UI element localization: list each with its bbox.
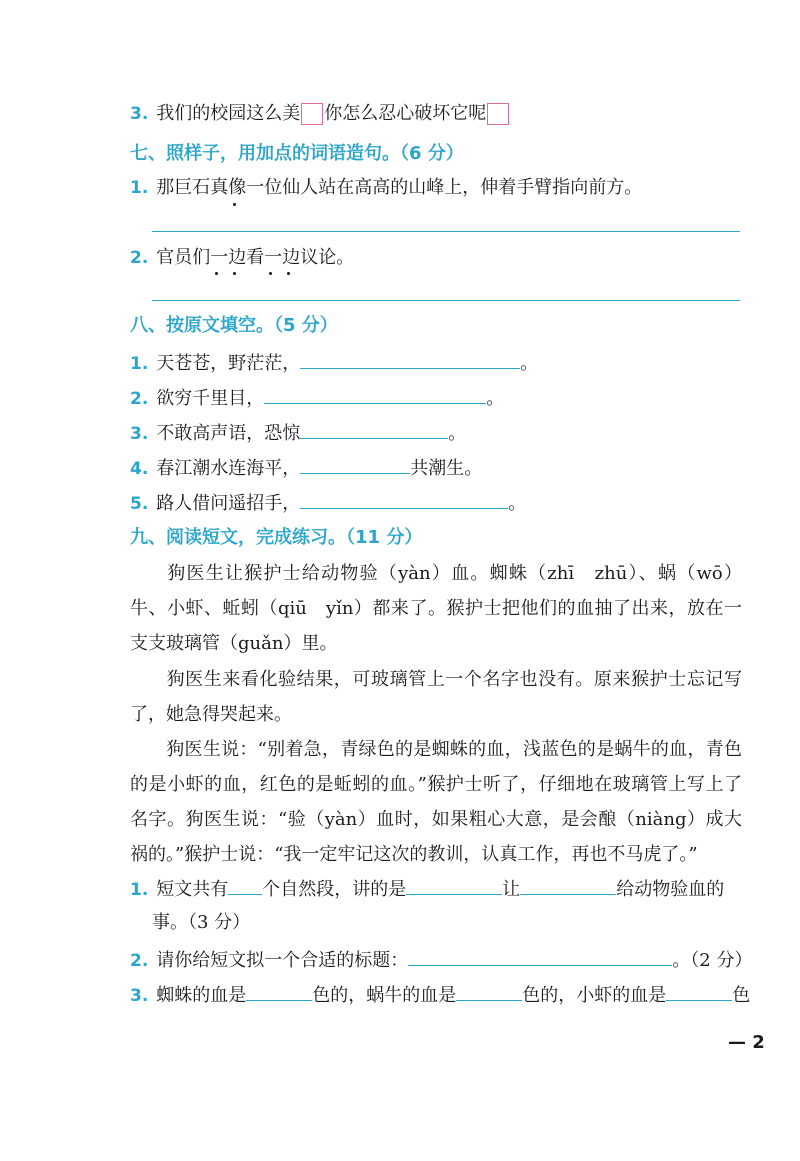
emphasis-dot — [233, 272, 236, 275]
fill-text: 不敢高声语，恐惊 — [156, 423, 301, 444]
section-7-title: 七、照样子，用加点的词语造句。（6 分） — [130, 143, 464, 164]
fill-blank[interactable] — [408, 947, 672, 966]
fill-blank[interactable] — [300, 350, 520, 369]
fill-item-1 — [130, 350, 538, 376]
answer-line-7-2[interactable] — [152, 300, 740, 301]
question-text: 色的，小虾的血是 — [522, 985, 667, 1006]
fill-text-end: 。 — [486, 388, 505, 409]
fill-text-end: 。 — [508, 493, 527, 514]
fill-blank[interactable] — [300, 490, 508, 509]
section-9-title: 九、阅读短文，完成练习。（11 分） — [130, 527, 423, 548]
question-text: 让 — [502, 879, 521, 900]
emphasis-dot — [287, 272, 290, 275]
question-number: 2. — [130, 248, 149, 268]
question-text: 给动物验血的 — [616, 879, 725, 900]
paragraph-text: 狗医生来看化验结果，可玻璃管上一个名字也没有。原来猴护士忘记写了，她急得哭起来。 — [130, 669, 742, 725]
fill-text: 欲穷千里目， — [156, 388, 265, 409]
fill-text: 天苍苍，野茫茫， — [156, 353, 301, 374]
question-number: 1. — [130, 354, 149, 374]
fill-blank[interactable] — [228, 876, 262, 895]
punctuation-box-2[interactable] — [487, 103, 509, 125]
fill-blank[interactable] — [406, 876, 502, 895]
answer-line-7-1[interactable] — [152, 231, 740, 232]
question-number: 3. — [130, 104, 149, 124]
reading-question-3 — [130, 982, 750, 1008]
fill-blank[interactable] — [300, 420, 448, 439]
question-text: 个自然段，讲的是 — [262, 879, 407, 900]
fill-text-end: 共潮生。 — [410, 458, 483, 479]
paragraph-text: 狗医生说：“别着急，青绿色的是蜘蛛的血，浅蓝色的是蜗牛的血，青色的是小虾的血，红色的是蚯蚓的血。”猴护士听了，仔细地在玻璃管上写上了名字。狗医生说：“验（yàn）血时，如果粗心大意，是会酿（niàng）成大祸的。”猴护士说：“我一定牢记这次的教训，认真工作，再也不马虎了。” — [130, 739, 742, 865]
question-text: 蜘蛛的血是 — [156, 985, 247, 1006]
reading-paragraph-3 — [130, 732, 742, 872]
fill-text-end: 。 — [520, 353, 539, 374]
question-number: 4. — [130, 459, 149, 479]
question-text: 色 — [732, 985, 751, 1006]
fill-blank[interactable] — [520, 876, 616, 895]
fill-item-2 — [130, 385, 504, 411]
sentence-text: 那巨石真像一位仙人站在高高的山峰上，伸着手臂指向前方。 — [156, 177, 643, 198]
reading-question-1 — [130, 876, 724, 902]
punctuation-box-1[interactable] — [301, 103, 323, 125]
question-number: 3. — [130, 424, 149, 444]
question-number: 1. — [130, 880, 149, 900]
fill-blank[interactable] — [264, 385, 486, 404]
sentence-example-1 — [130, 176, 642, 200]
question-number: 2. — [130, 951, 149, 971]
fill-item-5 — [130, 490, 526, 516]
fill-text-end: 。 — [448, 423, 467, 444]
fill-blank[interactable] — [300, 455, 410, 474]
question-text-a: 我们的校园这么美 — [156, 103, 301, 124]
fill-text: 春江潮水连海平， — [156, 458, 301, 479]
punctuation-question-3 — [130, 102, 510, 126]
question-text: 色的，蜗牛的血是 — [312, 985, 457, 1006]
reading-question-1-cont: 事。（3 分） — [152, 912, 251, 933]
emphasis-dot — [215, 272, 218, 275]
question-number: 2. — [130, 389, 149, 409]
question-number: 5. — [130, 494, 149, 514]
question-text: 。（2 分） — [672, 950, 753, 971]
question-text: 短文共有 — [156, 879, 229, 900]
fill-blank[interactable] — [666, 982, 732, 1001]
fill-item-3 — [130, 420, 466, 446]
section-8-title: 八、按原文填空。（5 分） — [130, 315, 338, 336]
question-text-b: 你怎么忍心破坏它呢 — [324, 103, 487, 124]
fill-text: 路人借问遥招手， — [156, 493, 301, 514]
fill-blank[interactable] — [246, 982, 312, 1001]
question-number: 1. — [130, 178, 149, 198]
reading-paragraph-2 — [130, 662, 742, 732]
question-number: 3. — [130, 986, 149, 1006]
reading-question-2 — [130, 947, 752, 973]
emphasis-dot — [269, 272, 272, 275]
sentence-example-2 — [130, 246, 354, 270]
fill-item-4 — [130, 455, 482, 481]
emphasis-dot — [233, 203, 236, 206]
reading-paragraph-1 — [130, 556, 742, 661]
page-number: — 2 — [728, 1032, 765, 1053]
paragraph-text: 狗医生让猴护士给动物验（yàn）血。蜘蛛（zhī zhū）、蜗（wō）牛、小虾、蚯蚓（qiū yǐn）都来了。猴护士把他们的血抽了出来，放在一支支玻璃管（guǎn）里。 — [130, 563, 742, 654]
fill-blank[interactable] — [456, 982, 522, 1001]
sentence-text: 官员们一边看一边议论。 — [156, 247, 355, 268]
question-text: 请你给短文拟一个合适的标题： — [156, 950, 409, 971]
